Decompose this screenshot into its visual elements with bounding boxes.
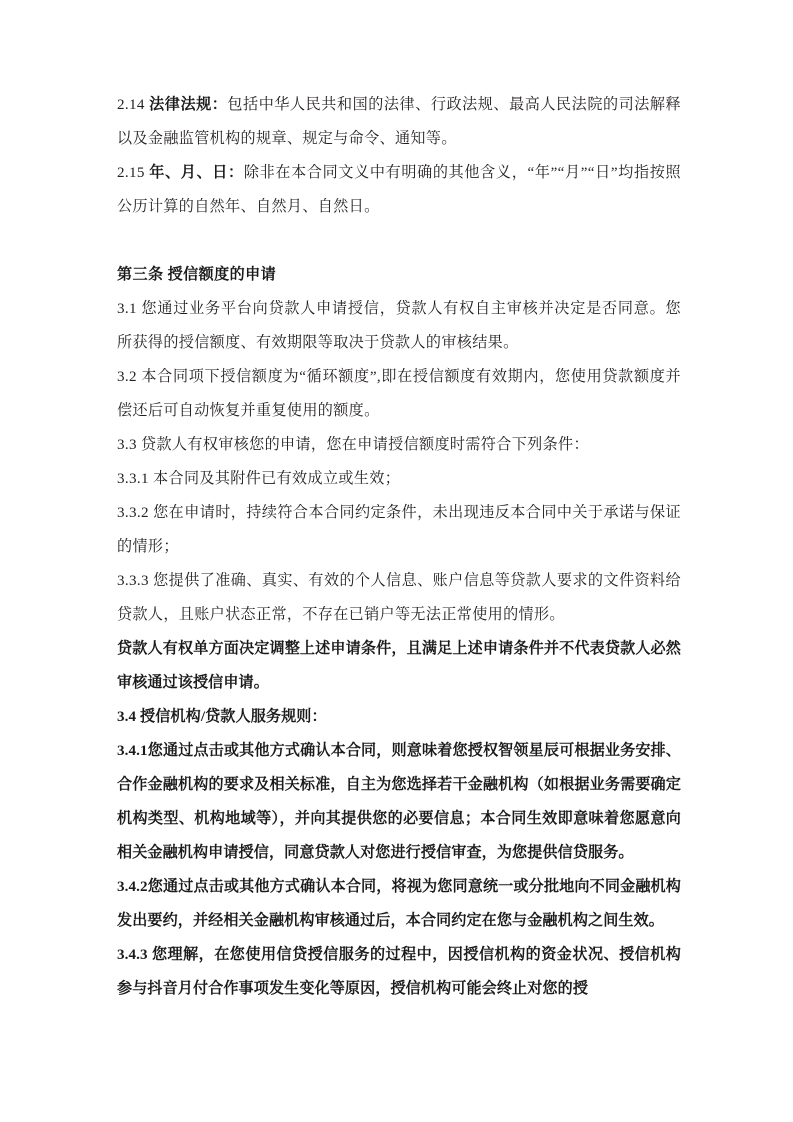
document-body [117, 88, 681, 1006]
clause-3-3: 3.3 贷款人有权审核您的申请，您在申请授信额度时需符合下列条件： [117, 437, 589, 453]
section-heading-article-3: 第三条 授信额度的申请 [117, 267, 277, 283]
clause-3-3-3: 3.3.3 您提供了准确、真实、有效的个人信息、账户信息等贷款人要求的文件资料给贷款人，且账户状态正常，不存在已销户等无法正常使用的情形。 [117, 573, 681, 623]
clause-2-15-number: 2.15 [117, 165, 150, 181]
block-spacer [117, 224, 681, 258]
clause-3-4-heading: 3.4 授信机构/贷款人服务规则： [117, 709, 327, 725]
clause-2-14-text: 包括中华人民共和国的法律、行政法规、最高人民法院的司法解释以及金融监管机构的规章、规定与命令、通知等。 [117, 97, 682, 147]
clause-2-14-term: 法律法规： [149, 97, 228, 113]
clause-3-4-1: 3.4.1您通过点击或其他方式确认本合同，则意味着您授权智领星辰可根据业务安排、合作金融机构的要求及相关标准，自主为您选择若干金融机构（如根据业务需要确定机构类型、机构地域等），并向其提供您的必要信息；本合同生效即意味着您愿意向相关金融机构申请授信，同意贷款人对您进行授信审查，为您提供信贷服务。 [117, 743, 681, 861]
clause-3-3-1: 3.3.1 本合同及其附件已有效成立或生效； [117, 471, 401, 487]
clause-3-4-3: 3.4.3 您理解，在您使用信贷授信服务的过程中，因授信机构的资金状况、授信机构参与抖音月付合作事项发生变化等原因，授信机构可能会终止对您的授 [117, 947, 681, 997]
clause-3-3-bold-note: 贷款人有权单方面决定调整上述申请条件，且满足上述申请条件并不代表贷款人必然审核通过该授信申请。 [117, 641, 681, 691]
clause-2-15 [117, 156, 681, 224]
clause-3-3-2: 3.3.2 您在申请时，持续符合本合同约定条件，未出现违反本合同中关于承诺与保证的情形； [117, 505, 681, 555]
clause-3-2: 3.2 本合同项下授信额度为“循环额度”,即在授信额度有效期内，您使用贷款额度并偿还后可自动恢复并重复使用的额度。 [117, 369, 681, 419]
clause-3-4-2: 3.4.2您通过点击或其他方式确认本合同，将视为您同意统一或分批地向不同金融机构发出要约，并经相关金融机构审核通过后，本合同约定在您与金融机构之间生效。 [117, 879, 681, 929]
clause-2-14 [117, 88, 681, 156]
clause-2-14-number: 2.14 [117, 97, 150, 113]
clause-2-15-text: 除非在本合同文义中有明确的其他含义，“年”“月”“日”均指按照公历计算的自然年、自然月、自然日。 [117, 165, 681, 215]
clause-2-15-term: 年、月、日： [149, 165, 244, 181]
clause-3-1: 3.1 您通过业务平台向贷款人申请授信，贷款人有权自主审核并决定是否同意。您所获得的授信额度、有效期限等取决于贷款人的审核结果。 [117, 301, 681, 351]
